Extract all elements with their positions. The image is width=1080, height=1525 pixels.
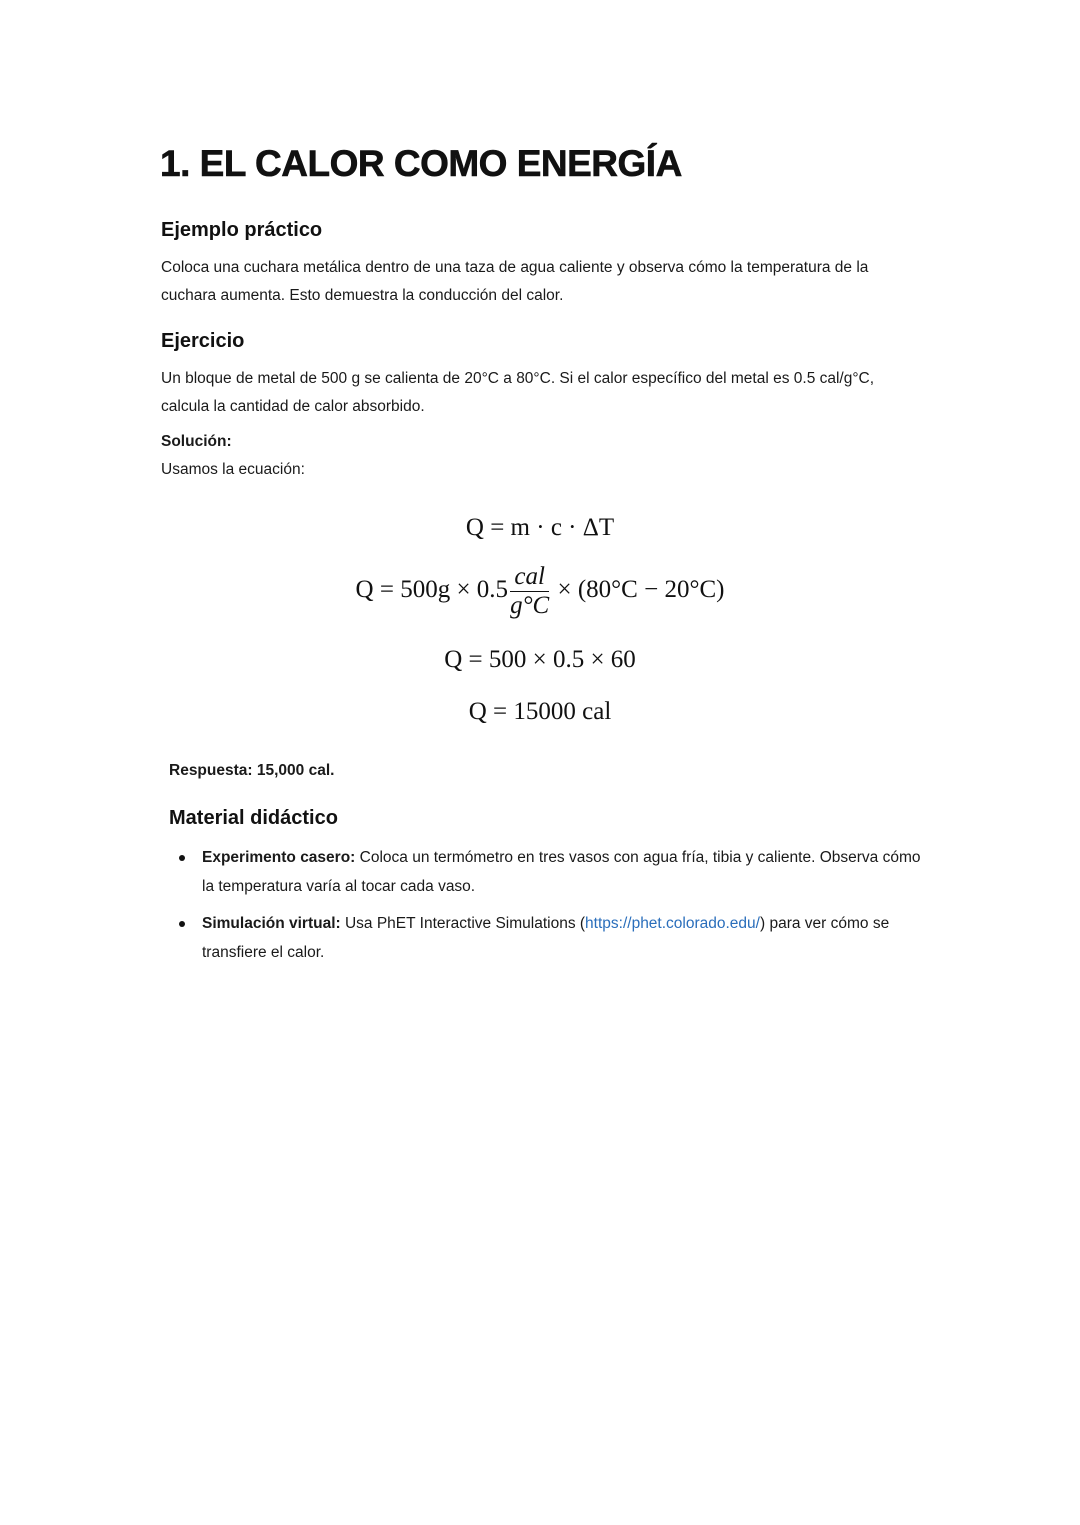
page-title: 1. EL CALOR COMO ENERGÍA: [160, 143, 682, 184]
solution-label: Solución:: [161, 433, 232, 450]
list-item: [169, 909, 922, 967]
fraction: [510, 563, 549, 620]
heading-ejercicio: Ejercicio: [161, 330, 245, 352]
fraction-denominator: g°C: [510, 592, 550, 619]
ejemplo-text: Coloca una cuchara metálica dentro de una taza de agua caliente y observa cómo la temperatura de la cuchara aumenta. Esto demuestra la conducción del calor.: [161, 259, 869, 304]
heading-material: Material didáctico: [169, 807, 338, 829]
list-item: [169, 843, 922, 901]
item-text: Coloca un termómetro en tres vasos con agua fría, tibia y caliente. Observa cómo la temperatura varía al tocar cada vaso.: [202, 849, 921, 895]
equation-1: Q = m · c · ΔT: [465, 514, 615, 541]
fraction-numerator: cal: [510, 563, 549, 592]
solution-intro: Usamos la ecuación:: [161, 461, 305, 478]
item-text-after: ) para ver cómo se transfiere el calor.: [202, 915, 890, 961]
heading-ejemplo: Ejemplo práctico: [161, 219, 323, 241]
item-label: Experimento casero:: [202, 849, 356, 866]
equation-2: [0, 563, 1080, 620]
equation-4: Q = 15000 cal: [468, 698, 612, 725]
item-label: Simulación virtual:: [202, 915, 341, 932]
ejercicio-text: Un bloque de metal de 500 g se calienta de 20°C a 80°C. Si el calor específico del metal es 0.5 cal/g°C, calcula la cantidad de calor absorbido.: [161, 370, 875, 415]
equation-2-left: Q = 500g × 0.5: [355, 576, 509, 604]
phet-link[interactable]: https://phet.colorado.edu/: [585, 915, 760, 932]
material-list: [169, 843, 922, 975]
equation-3: Q = 500 × 0.5 × 60: [444, 646, 636, 673]
equation-2-right: × (80°C − 20°C): [557, 576, 725, 604]
item-text: Usa PhET Interactive Simulations (: [340, 915, 586, 932]
respuesta: Respuesta: 15,000 cal.: [169, 762, 335, 779]
